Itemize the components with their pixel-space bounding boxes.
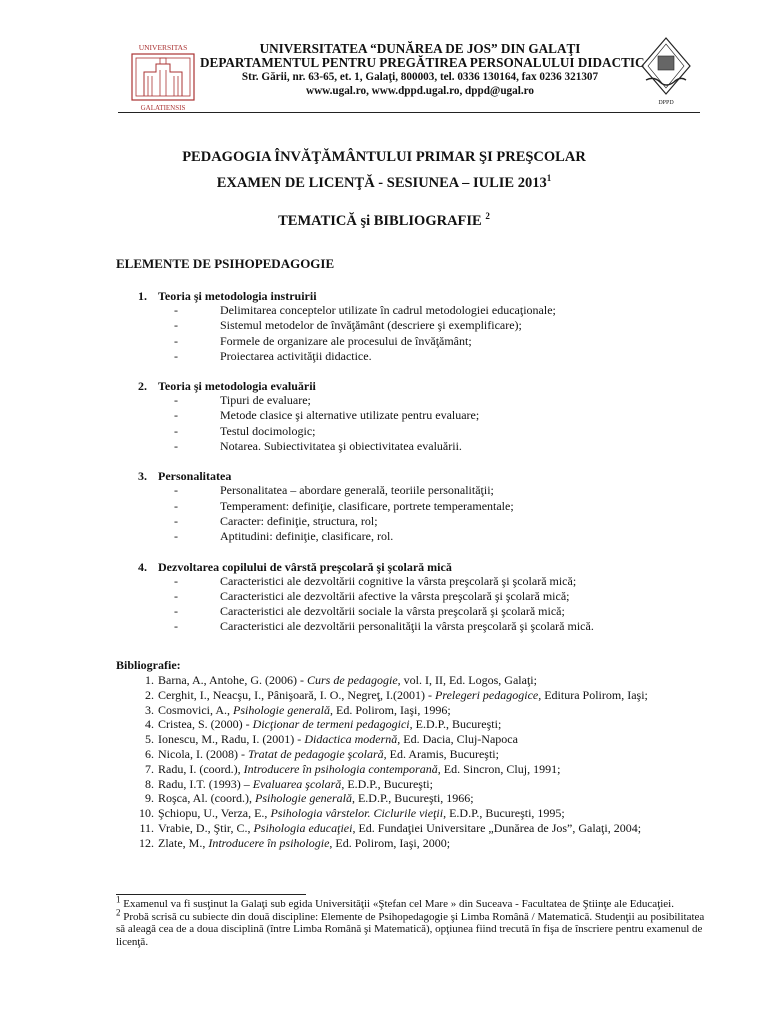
topic-subitem: - Aptitudini: definiţie, clasificare, rol. [174, 529, 394, 544]
bib-text: Cosmovici, A., Psihologie generală, Ed. Polirom, Iaşi, 1996; [158, 702, 451, 717]
topic-title: Teoria şi metodologia evaluării [158, 379, 316, 394]
bib-text: Şchiopu, U., Verza, E., Psihologia vârstelor. Ciclurile vieţii, E.D.P., Bucureşti, 1995; [158, 806, 565, 821]
tematica-title: TEMATICĂ şi BIBLIOGRAFIE $^2$ [278, 211, 490, 229]
topic-4 [116, 560, 716, 635]
bibliography-item [116, 703, 706, 718]
topic-3 [116, 469, 716, 544]
subitem-text: Sistemul metodelor de învăţământ (descriere şi exemplificare); [220, 318, 522, 333]
bib-number: 6. [145, 746, 154, 761]
bibliography-item [116, 836, 706, 851]
bibliography-item [116, 673, 706, 688]
bibliography-item [116, 777, 706, 792]
bib-text: Zlate, M., Introducere în psihologie, Ed. Polirom, Iaşi, 2000; [158, 835, 451, 850]
topic-subitem: - Sistemul metodelor de învăţământ (descriere şi exemplificare); [174, 318, 522, 333]
exam-title: EXAMEN DE LICENŢĂ - SESIUNEA – IULIE 2013$^1$ [216, 173, 552, 191]
bib-number: 2. [145, 687, 154, 702]
topic-subitem: - Personalitatea – abordare generală, teoriile personalităţii; [174, 483, 494, 498]
bib-text: Nicola, I. (2008) - Tratat de pedagogie şcolară, Ed. Aramis, Bucureşti; [158, 746, 499, 761]
websites-line: www.ugal.ro, www.dppd.ugal.ro, dppd@ugal.ro [305, 85, 534, 97]
topic-1 [116, 289, 716, 364]
topics-list [116, 289, 716, 650]
topic-number: 2. [138, 379, 147, 394]
subitem-text: Personalitatea – abordare generală, teoriile personalităţii; [220, 483, 494, 498]
topic-number: 3. [138, 469, 147, 484]
bibliography-item [116, 791, 706, 806]
bibliography-item [116, 717, 706, 732]
subitem-text: Testul docimologic; [220, 423, 316, 438]
program-title: PEDAGOGIA ÎNVĂŢĂMÂNTULUI PRIMAR ŞI PREŞCOLAR [182, 149, 586, 165]
subitem-text: Proiectarea activităţii didactice. [220, 348, 372, 363]
department-name: DEPARTAMENTUL PENTRU PREGĂTIREA PERSONALULUI DIDACTIC [200, 55, 645, 70]
subitem-text: Formele de organizare ale procesului de învăţământ; [220, 333, 472, 348]
topic-heading [116, 469, 716, 483]
topic-heading [116, 379, 716, 393]
dppd-logo [640, 36, 692, 106]
bib-text: Cerghit, I., Neacşu, I., Pânişoară, I. O., Negreţ, I.(2001) - Prelegeri pedagogice, Editura Polirom, Iaşi; [158, 687, 648, 702]
bib-number: 10. [139, 806, 154, 821]
bib-number: 5. [145, 732, 154, 747]
logo-top-text: UNIVERSITAS [138, 43, 188, 52]
bib-text: Radu, I. (coord.), Introducere în psihologia contemporană, Ed. Sincron, Cluj, 1991; [158, 761, 561, 776]
footnotes [116, 894, 706, 948]
topic-title: Dezvoltarea copilului de vârstă preşcolară şi şcolară mică [158, 559, 452, 574]
bib-number: 12. [139, 835, 154, 850]
topic-title: Personalitatea [158, 469, 232, 484]
bib-number: 1. [145, 673, 154, 687]
bib-number: 8. [145, 776, 154, 791]
topic-subitem: - Caracteristici ale dezvoltării cognitive la vârsta preşcolară şi şcolară mică; [174, 573, 577, 588]
topic-subitem: - Proiectarea activităţii didactice. [174, 348, 372, 363]
topic-2 [116, 379, 716, 454]
footnote-divider [116, 894, 306, 895]
bibliography-list [116, 673, 706, 851]
bib-number: 11. [139, 820, 154, 835]
subitem-text: Caracteristici ale dezvoltării afective la vârsta preşcolară şi şcolară mică; [220, 588, 570, 603]
topic-number: 4. [138, 559, 147, 574]
bib-text: Roşca, Al. (coord.), Psihologie generală, E.D.P., Bucureşti, 1966; [158, 791, 474, 806]
subitem-text: Caracteristici ale dezvoltării cognitive la vârsta preşcolară şi şcolară mică; [220, 573, 577, 588]
bibliography-item [116, 688, 706, 703]
subitem-text: Tipuri de evaluare; [220, 393, 311, 408]
bibliography [116, 658, 706, 851]
subitem-text: Temperament: definiţie, clasificare, portrete temperamentale; [220, 498, 514, 513]
section-title: ELEMENTE DE PSIHOPEDAGOGIE [116, 256, 335, 271]
header-block [200, 41, 645, 98]
bib-text: Barna, A., Antohe, G. (2006) - Curs de pedagogie, vol. I, II, Ed. Logos, Galaţi; [158, 673, 537, 687]
subitem-text: Delimitarea conceptelor utilizate în cadrul metodologiei educaţionale; [220, 303, 556, 317]
logo-right-text: DPPD [658, 100, 674, 106]
topic-subitem: - Caracteristici ale dezvoltării afective la vârsta preşcolară şi şcolară mică; [174, 588, 570, 603]
bibliography-item [116, 806, 706, 821]
bib-number: 7. [145, 761, 154, 776]
header-divider [118, 112, 700, 113]
subitem-text: Notarea. Subiectivitatea şi obiectivitatea evaluării. [220, 439, 462, 454]
subitem-text: Caracteristici ale dezvoltării sociale la vârsta preşcolară şi şcolară mică; [220, 604, 565, 619]
bibliography-item [116, 821, 706, 836]
university-logo [126, 42, 200, 114]
bib-number: 3. [145, 702, 154, 717]
topic-number: 1. [138, 289, 147, 303]
topic-subitem: - Tipuri de evaluare; [174, 393, 311, 408]
topic-heading [116, 560, 716, 574]
subitem-text: Metode clasice şi alternative utilizate pentru evaluare; [220, 408, 480, 423]
topic-subitem: - Delimitarea conceptelor utilizate în cadrul metodologiei educaţionale; [174, 303, 556, 317]
topic-subitem: - Caracteristici ale dezvoltării personalităţii la vârsta preşcolară şi şcolară mică. [174, 619, 594, 634]
topic-subitem: - Caracteristici ale dezvoltării sociale la vârsta preşcolară şi şcolară mică; [174, 604, 565, 619]
footnote-2: $^2$ Probă scrisă cu subiecte din două discipline: Elemente de Psihopedagogie şi Limba Română / Matematică. Studenţii au posibilitatea să aleagă cea de a doua disciplină (între Limba Română şi Matematică), opţiunea fiind trecută în fişa de înscriere pentru examenul de licenţă. [116, 906, 705, 948]
topic-subitem: - Notarea. Subiectivitatea şi obiectivitatea evaluării. [174, 439, 462, 454]
bib-number: 4. [145, 717, 154, 732]
bibliography-item [116, 747, 706, 762]
bibliography-item [116, 762, 706, 777]
bibliography-item [116, 732, 706, 747]
subitem-text: Caracteristici ale dezvoltării personalităţii la vârsta preşcolară şi şcolară mică. [220, 619, 594, 634]
topic-title: Teoria şi metodologia instruirii [158, 289, 317, 303]
bib-text: Cristea, S. (2000) - Dicţionar de termeni pedagogici, E.D.P., Bucureşti; [158, 717, 502, 732]
subitem-text: Caracter: definiţie, structura, rol; [220, 513, 378, 528]
bib-number: 9. [145, 791, 154, 806]
address-line: Str. Gării, nr. 63-65, et. 1, Galaţi, 800003, tel. 0336 130164, fax 0236 321307 [241, 71, 599, 83]
bib-text: Vrabie, D., Ştir, C., Psihologia educaţiei, Ed. Fundaţiei Universitare „Dunărea de Jos”, Galaţi, 2004; [158, 820, 642, 835]
bibliography-title: Bibliografie: [116, 658, 181, 672]
topic-subitem: - Temperament: definiţie, clasificare, portrete temperamentale; [174, 498, 514, 513]
topic-subitem: - Caracter: definiţie, structura, rol; [174, 513, 378, 528]
logo-bottom-text: GALATIENSIS [140, 104, 186, 112]
topic-subitem: - Metode clasice şi alternative utilizate pentru evaluare; [174, 408, 480, 423]
topic-subitem: - Testul docimologic; [174, 423, 316, 438]
bib-text: Ionescu, M., Radu, I. (2001) - Didactica modernă, Ed. Dacia, Cluj-Napoca [158, 732, 518, 747]
topic-subitem: - Formele de organizare ale procesului de învăţământ; [174, 333, 472, 348]
subitem-text: Aptitudini: definiţie, clasificare, rol. [220, 529, 394, 544]
title-block [0, 148, 768, 230]
university-name: UNIVERSITATEA “DUNĂREA DE JOS” DIN GALAŢI [259, 41, 581, 56]
topic-heading [116, 289, 716, 303]
footnote-1: $^1$ Examenul va fi susţinut la Galaţi sub egida Universităţii «Ştefan cel Mare » din Suceava - Facultatea de Ştiinţe ale Educaţiei. [116, 894, 674, 910]
bib-text: Radu, I.T. (1993) – Evaluarea şcolară, E.D.P., Bucureşti; [158, 776, 433, 791]
